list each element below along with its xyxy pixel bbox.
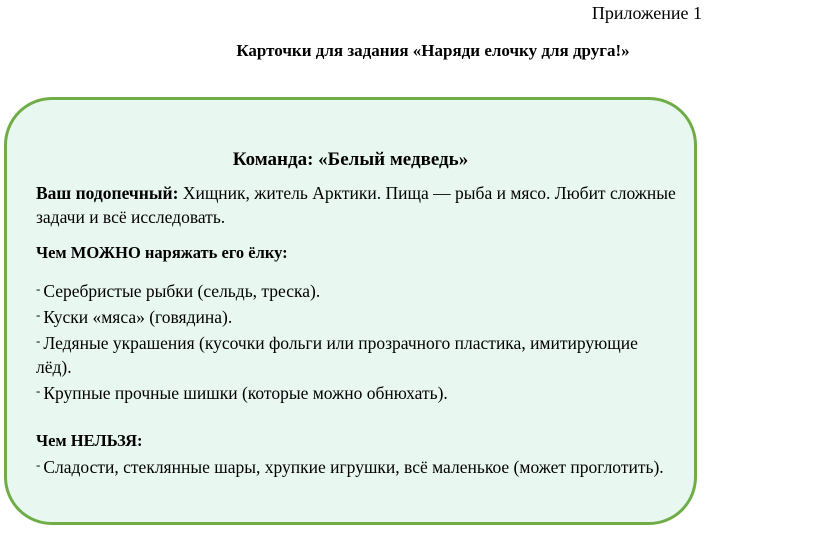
forbidden-heading: Чем НЕЛЬЗЯ:	[36, 431, 143, 450]
ward-label: Ваш подопечный:	[36, 183, 179, 203]
document-title: Карточки для задания «Наряди елочку для друга!»	[236, 41, 630, 60]
dash-marker: -	[36, 383, 41, 398]
task-card	[4, 97, 697, 525]
allowed-heading: Чем МОЖНО наряжать его ёлку:	[36, 243, 288, 262]
allowed-item: - Крупные прочные шишки (которые можно обнюхать).	[36, 383, 448, 403]
team-title: Команда: «Белый медведь»	[232, 149, 469, 170]
card-content	[36, 181, 676, 479]
dash-marker: -	[36, 457, 41, 472]
allowed-item: - Серебристые рыбки (сельдь, треска).	[36, 281, 321, 301]
dash-marker: -	[36, 281, 41, 296]
ward-paragraph	[36, 181, 676, 229]
allowed-item: - Ледяные украшения (кусочки фольги или прозрачного пластика, имитирующие лёд).	[36, 333, 638, 377]
appendix-label: Приложение 1	[591, 3, 702, 23]
dash-marker: -	[36, 307, 41, 322]
allowed-item: - Куски «мяса» (говядина).	[36, 307, 233, 327]
ward-text: Хищник, житель Арктики. Пища — рыба и мясо. Любит сложные задачи и всё исследовать.	[36, 183, 676, 227]
dash-marker: -	[36, 333, 41, 348]
forbidden-item: - Сладости, стеклянные шары, хрупкие игрушки, всё маленькое (может проглотить).	[36, 457, 664, 477]
